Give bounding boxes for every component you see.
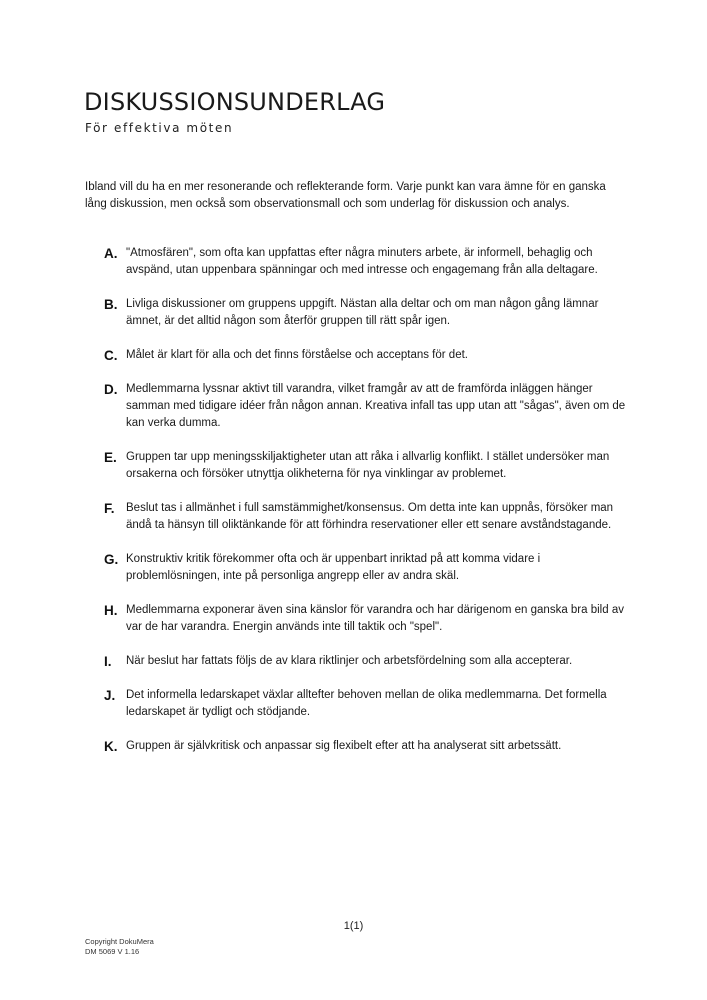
page-number: 1(1) [343,920,364,932]
item-text: Gruppen är självkritisk och anpassar sig flexibelt efter att ha analyserat sitt arbetssätt. [126,740,562,752]
item-letter: D. [104,382,118,397]
list-item [85,687,635,721]
item-letter: C. [104,348,118,363]
document-subtitle: För effektiva möten [85,121,234,135]
item-text: "Atmosfären", som ofta kan uppfattas efter några minuters arbete, är informell, behaglig och avspänd, utan uppenbara spänningar och med intresse och engagemang från alla deltagare. [126,247,598,276]
item-letter: J. [104,688,116,703]
item-text: Målet är klart för alla och det finns förståelse och acceptans för det. [126,349,468,361]
list-item [85,551,635,585]
list-item [85,500,635,534]
item-letter: F. [104,501,115,516]
item-text: Konstruktiv kritik förekommer ofta och är uppenbart inriktad på att komma vidare i problemlösningen, inte på personliga angrepp eller av andra skäl. [126,553,541,582]
item-letter: K. [104,739,118,754]
list-item [85,602,635,636]
item-letter: E. [104,450,117,465]
list-item [85,347,635,364]
intro-paragraph: Ibland vill du ha en mer resonerande och reflekterande form. Varje punkt kan vara ämne för en ganska lång diskussion, men också som observationsmall och som underlag för diskussion och analys. [85,181,606,210]
item-letter: G. [104,552,119,567]
footer-copyright: Copyright DokuMera [85,937,154,946]
list-item [85,738,635,755]
item-letter: A. [104,246,118,261]
document-title: DISKUSSIONSUNDERLAG [84,88,386,116]
discussion-list [85,245,635,772]
item-letter: B. [104,297,118,312]
item-text: Livliga diskussioner om gruppens uppgift. Nästan alla deltar och om man någon gång lämnar ämnet, är det alltid någon som återför gruppen till rätt spår igen. [126,298,599,327]
list-item [85,449,635,483]
footer-doc-id: DM 5069 V 1.16 [85,947,140,956]
list-item [85,653,635,670]
item-text: Det informella ledarskapet växlar alltefter behoven mellan de olika medlemmarna. Det formella ledarskapet är tydligt och stödjande. [126,689,607,718]
item-letter: I. [104,654,112,669]
list-item [85,245,635,279]
item-text: Gruppen tar upp meningsskiljaktigheter utan att råka i allvarlig konflikt. I stället undersöker man orsakerna och försöker utnyttja olikheterna för nya vinklingar av problemet. [126,451,610,480]
item-text: Medlemmarna lyssnar aktivt till varandra, vilket framgår av att de framförda inläggen hänger samman med tidigare idéer från någon annan. Kreativa infall tas upp utan att "sågas", även om de kan verka dumma. [126,383,626,429]
item-text: Beslut tas i allmänhet i full samstämmighet/konsensus. Om detta inte kan uppnås, försöker man ändå ta hänsyn till oliktänkande för att förhindra reservationer eller ett senare avståndstagande. [126,502,614,531]
item-text: Medlemmarna exponerar även sina känslor för varandra och har därigenom en ganska bra bild av var de har varandra. Energin används inte till taktik och "spel". [126,604,624,633]
item-letter: H. [104,603,118,618]
list-item [85,296,635,330]
list-item [85,381,635,432]
item-text: När beslut har fattats följs de av klara riktlinjer och arbetsfördelning som alla accepterar. [126,655,573,667]
footer [85,937,154,957]
